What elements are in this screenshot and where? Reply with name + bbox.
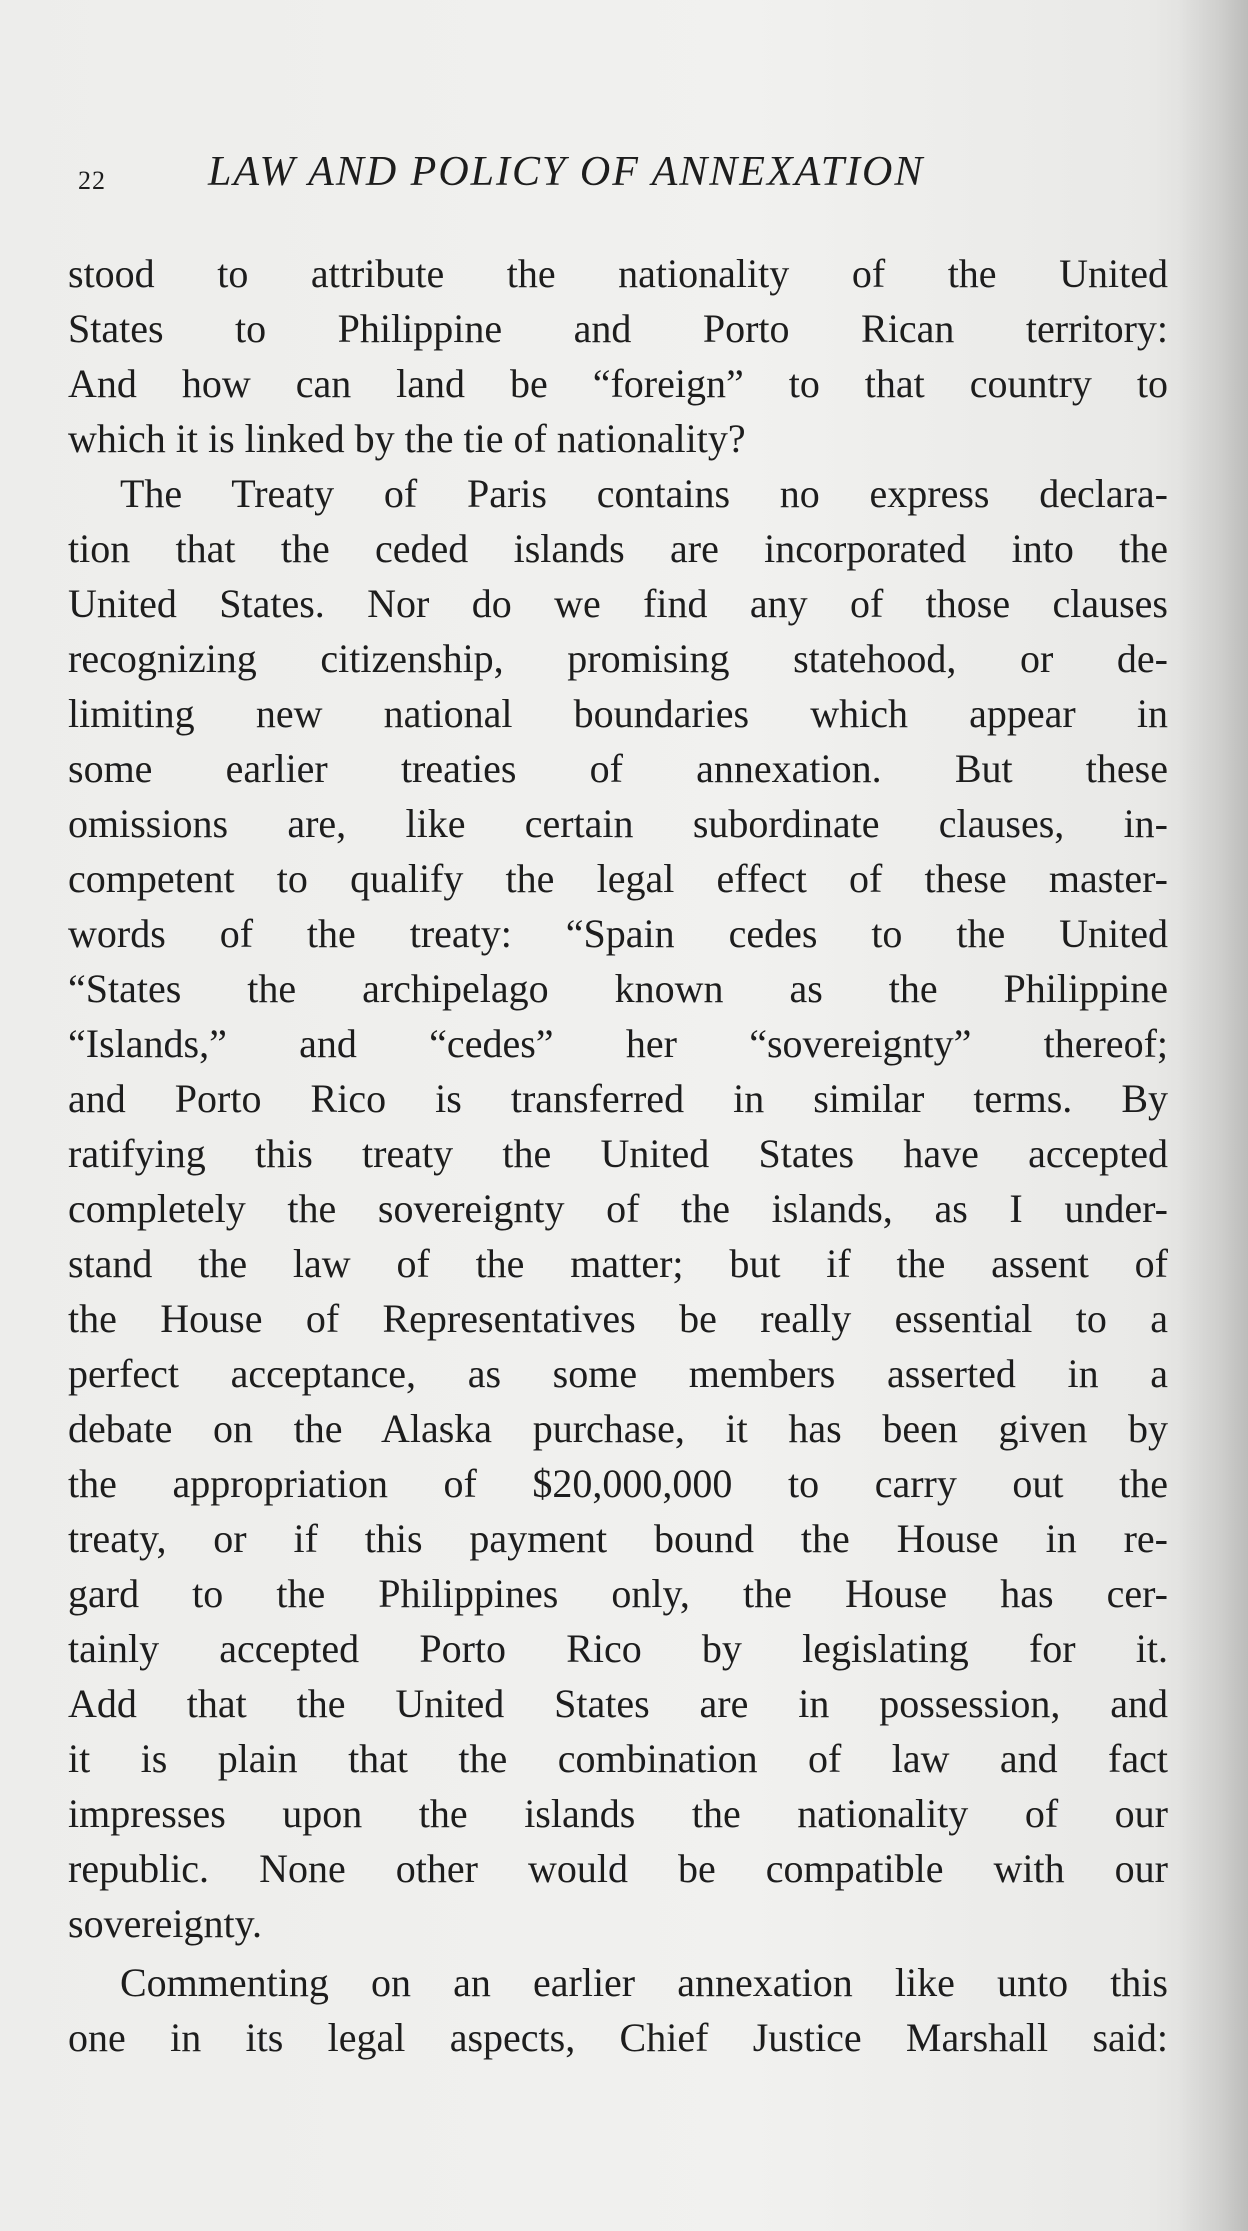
page-number: 22 <box>78 166 106 195</box>
text-line: and Porto Rico is transferred in similar terms. By <box>68 1076 1168 1121</box>
text-line: impresses upon the islands the nationality of our <box>68 1791 1168 1836</box>
text-line: tainly accepted Porto Rico by legislating for it. <box>68 1626 1168 1671</box>
text-line: omissions are, like certain subordinate clauses, in- <box>68 801 1168 846</box>
text-line: some earlier treaties of annexation. But these <box>68 746 1168 791</box>
running-head: LAW AND POLICY OF ANNEXATION <box>208 149 925 195</box>
text-line: words of the treaty: “Spain cedes to the United <box>68 911 1168 956</box>
page-header <box>78 148 1078 208</box>
body-text <box>68 246 1168 2065</box>
page-edge-shadow <box>1178 0 1248 2231</box>
text-line: the House of Representatives be really essential to a <box>68 1296 1168 1341</box>
text-line: republic. None other would be compatible with our <box>68 1846 1168 1891</box>
text-line: debate on the Alaska purchase, it has been given by <box>68 1406 1168 1451</box>
text-line: perfect acceptance, as some members asserted in a <box>68 1351 1168 1396</box>
text-line: ratifying this treaty the United States have accepted <box>68 1131 1168 1176</box>
text-line: treaty, or if this payment bound the House in re- <box>68 1516 1168 1561</box>
text-line: stood to attribute the nationality of the United <box>68 251 1168 296</box>
text-line: “Islands,” and “cedes” her “sovereignty” thereof; <box>68 1021 1168 1066</box>
text-line: Add that the United States are in possession, and <box>68 1681 1168 1726</box>
text-line: Commenting on an earlier annexation like unto this <box>120 1960 1168 2005</box>
text-line: The Treaty of Paris contains no express declara- <box>120 471 1168 516</box>
text-line: States to Philippine and Porto Rican territory: <box>68 306 1168 351</box>
text-line: the appropriation of $20,000,000 to carry out the <box>68 1461 1168 1506</box>
text-line: competent to qualify the legal effect of these master- <box>68 856 1168 901</box>
text-line: tion that the ceded islands are incorporated into the <box>68 526 1168 571</box>
text-line: sovereignty. <box>68 1901 263 1946</box>
text-line: it is plain that the combination of law and fact <box>68 1736 1168 1781</box>
text-line: limiting new national boundaries which appear in <box>68 691 1168 736</box>
text-line: United States. Nor do we find any of those clauses <box>68 581 1168 626</box>
text-line: “States the archipelago known as the Philippine <box>68 966 1168 1011</box>
text-line: gard to the Philippines only, the House has cer- <box>68 1571 1168 1616</box>
text-line: which it is linked by the tie of nationality? <box>68 416 746 461</box>
text-line: stand the law of the matter; but if the assent of <box>68 1241 1168 1286</box>
text-line: recognizing citizenship, promising statehood, or de- <box>68 636 1168 681</box>
text-line: completely the sovereignty of the islands, as I under- <box>68 1186 1168 1231</box>
text-line: And how can land be “foreign” to that country to <box>68 361 1168 406</box>
text-line: one in its legal aspects, Chief Justice Marshall said: <box>68 2015 1168 2060</box>
